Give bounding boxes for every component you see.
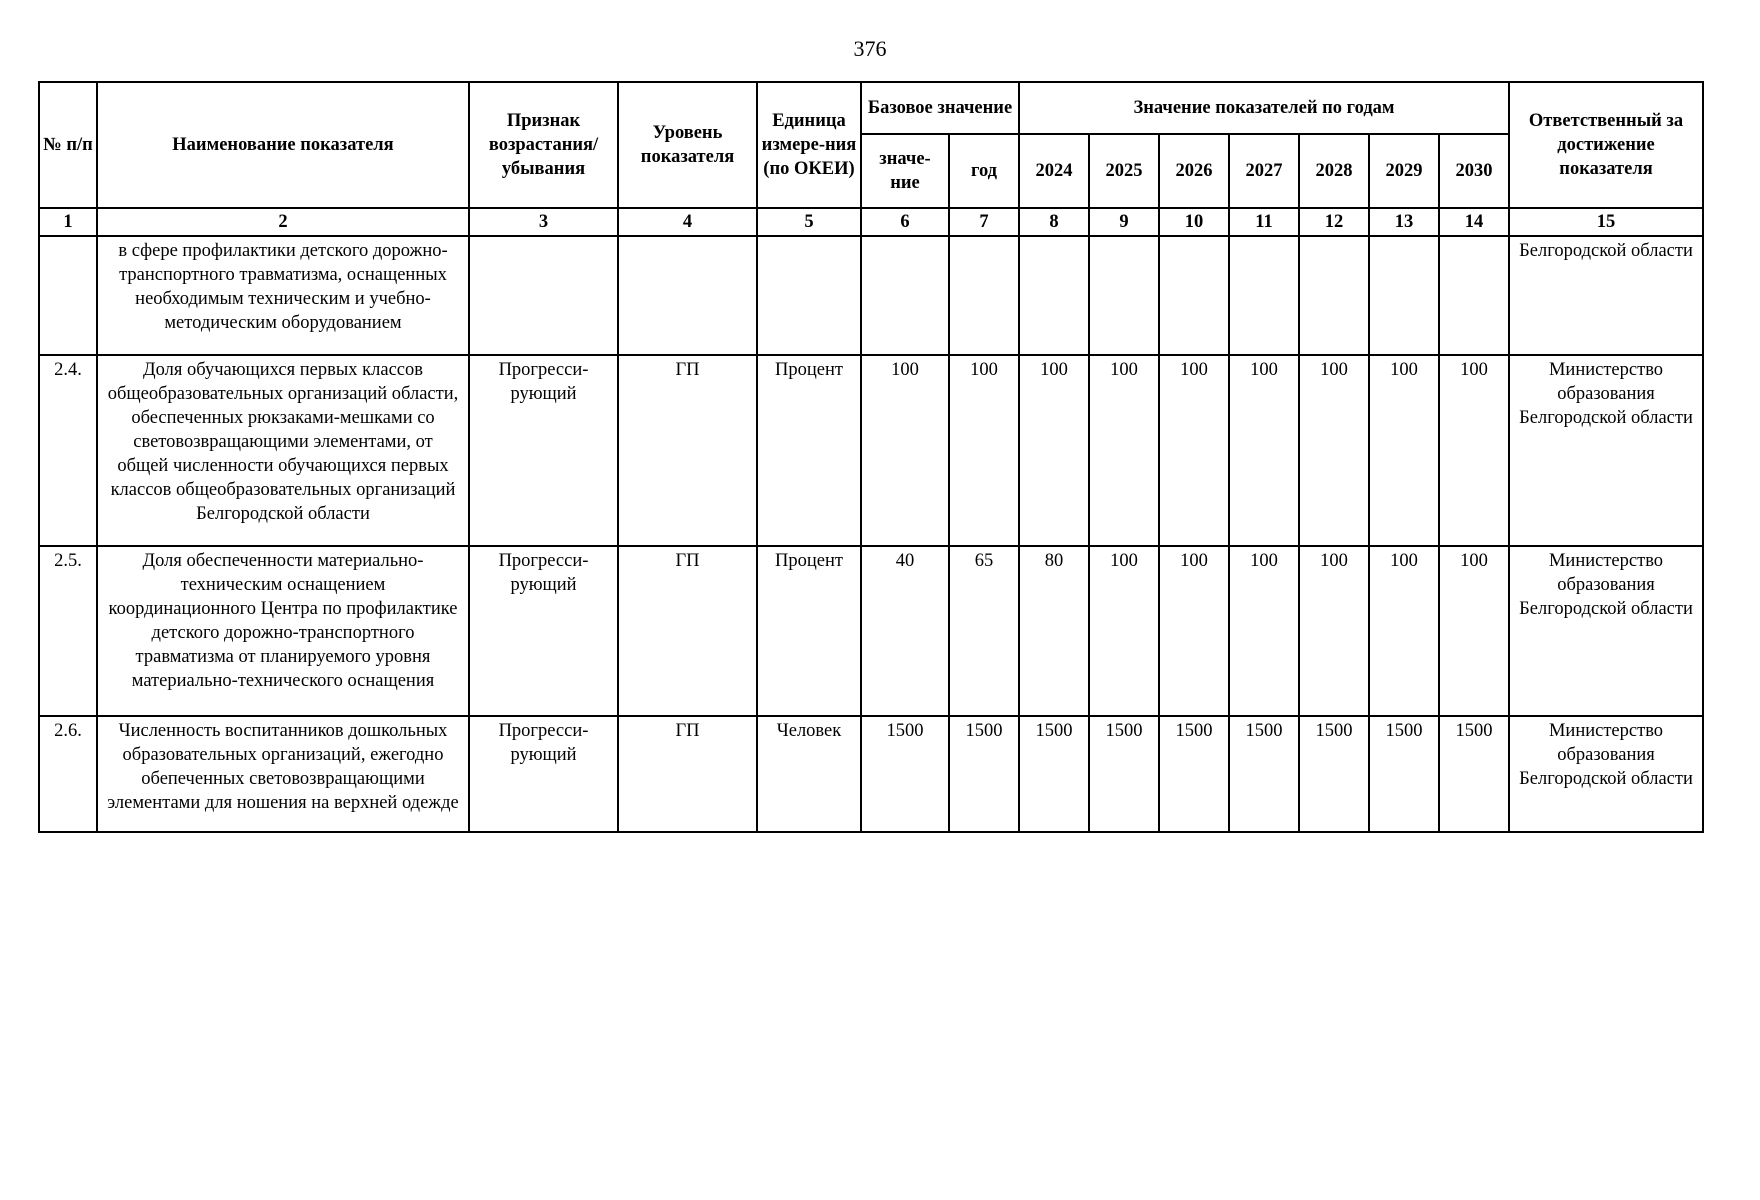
- cell-level: ГП: [618, 546, 757, 716]
- column-number: 9: [1089, 208, 1159, 236]
- cell-sign: Прогресси-рующий: [469, 546, 618, 716]
- cell-sign: Прогресси-рующий: [469, 716, 618, 832]
- cell-level: [618, 236, 757, 355]
- cell-value: 100: [1369, 546, 1439, 716]
- cell-base-year: 100: [949, 355, 1019, 546]
- cell-value: [1439, 236, 1509, 355]
- table-row: [39, 546, 1703, 716]
- column-number: 2: [97, 208, 469, 236]
- cell-base-year: 1500: [949, 716, 1019, 832]
- cell-value: 1500: [1159, 716, 1229, 832]
- cell-value: 1500: [1229, 716, 1299, 832]
- cell-unit: Процент: [757, 355, 861, 546]
- column-number: 7: [949, 208, 1019, 236]
- cell-value: [1019, 236, 1089, 355]
- column-number: 5: [757, 208, 861, 236]
- cell-value: 100: [1229, 546, 1299, 716]
- cell-responsible: Белгородской области: [1509, 236, 1703, 355]
- column-number: 11: [1229, 208, 1299, 236]
- cell-level: ГП: [618, 355, 757, 546]
- header-base-value: значе-ние: [861, 134, 949, 208]
- cell-value: [1159, 236, 1229, 355]
- cell-value: 1500: [1089, 716, 1159, 832]
- header-year: 2030: [1439, 134, 1509, 208]
- cell-value: [1299, 236, 1369, 355]
- cell-value: 100: [1019, 355, 1089, 546]
- column-number: 6: [861, 208, 949, 236]
- cell-value: 100: [1369, 355, 1439, 546]
- cell-num: 2.4.: [39, 355, 97, 546]
- cell-responsible: Министерство образования Белгородской области: [1509, 355, 1703, 546]
- cell-value: 1500: [1369, 716, 1439, 832]
- table-row: [39, 716, 1703, 832]
- cell-value: 100: [1159, 546, 1229, 716]
- column-number: 15: [1509, 208, 1703, 236]
- cell-unit: Человек: [757, 716, 861, 832]
- column-number: 14: [1439, 208, 1509, 236]
- cell-base-value: 40: [861, 546, 949, 716]
- cell-num: 2.5.: [39, 546, 97, 716]
- cell-unit: Процент: [757, 546, 861, 716]
- header-base-year: год: [949, 134, 1019, 208]
- column-number: 8: [1019, 208, 1089, 236]
- cell-value: 100: [1089, 546, 1159, 716]
- cell-value: 1500: [1019, 716, 1089, 832]
- cell-base-value: 100: [861, 355, 949, 546]
- header-name: Наименование показателя: [97, 82, 469, 208]
- cell-base-value: [861, 236, 949, 355]
- cell-value: 100: [1439, 546, 1509, 716]
- cell-value: 100: [1159, 355, 1229, 546]
- header-unit: Единица измере-ния (по ОКЕИ): [757, 82, 861, 208]
- header-years-group: Значение показателей по годам: [1019, 82, 1509, 134]
- cell-sign: [469, 236, 618, 355]
- table-row-continuation: [39, 236, 1703, 355]
- cell-name: Численность воспитанников дошкольных образовательных организаций, ежегодно обепеченных световозвращающими элементами для ношения на верхней одежде: [97, 716, 469, 832]
- header-responsible: Ответственный за достижение показателя: [1509, 82, 1703, 208]
- header-level: Уровень показателя: [618, 82, 757, 208]
- column-number: 13: [1369, 208, 1439, 236]
- cell-sign: Прогресси-рующий: [469, 355, 618, 546]
- cell-responsible: Министерство образования Белгородской области: [1509, 716, 1703, 832]
- header-sign: Признак возрастания/ убывания: [469, 82, 618, 208]
- page-number: 376: [853, 36, 887, 61]
- cell-unit: [757, 236, 861, 355]
- cell-name: в сфере профилактики детского дорожно-транспортного травматизма, оснащенных необходимым техническим и учебно-методическим оборудованием: [97, 236, 469, 355]
- header-year: 2024: [1019, 134, 1089, 208]
- indicators-table: [38, 81, 1704, 833]
- cell-value: 80: [1019, 546, 1089, 716]
- column-number: 12: [1299, 208, 1369, 236]
- column-number: 4: [618, 208, 757, 236]
- cell-num: [39, 236, 97, 355]
- cell-value: [1229, 236, 1299, 355]
- cell-base-year: [949, 236, 1019, 355]
- cell-value: 100: [1299, 546, 1369, 716]
- cell-value: 100: [1439, 355, 1509, 546]
- cell-value: 100: [1229, 355, 1299, 546]
- cell-value: [1369, 236, 1439, 355]
- cell-base-year: 65: [949, 546, 1019, 716]
- cell-value: [1089, 236, 1159, 355]
- column-number: 3: [469, 208, 618, 236]
- header-year: 2027: [1229, 134, 1299, 208]
- header-num: № п/п: [39, 82, 97, 208]
- table-row: [39, 355, 1703, 546]
- cell-name: Доля обучающихся первых классов общеобразовательных организаций области, обеспеченных рюкзаками-мешками со световозвращающими элементами, от общей численности обучающихся первых классов общеобразовательных организаций Белгородской области: [97, 355, 469, 546]
- cell-level: ГП: [618, 716, 757, 832]
- cell-num: 2.6.: [39, 716, 97, 832]
- column-number: 10: [1159, 208, 1229, 236]
- cell-base-value: 1500: [861, 716, 949, 832]
- cell-value: 100: [1089, 355, 1159, 546]
- cell-responsible: Министерство образования Белгородской области: [1509, 546, 1703, 716]
- header-base: Базовое значение: [861, 82, 1019, 134]
- header-year: 2025: [1089, 134, 1159, 208]
- column-number: 1: [39, 208, 97, 236]
- header-year: 2029: [1369, 134, 1439, 208]
- cell-value: 100: [1299, 355, 1369, 546]
- header-year: 2028: [1299, 134, 1369, 208]
- cell-name: Доля обеспеченности материально-техническим оснащением координационного Центра по профилактике детского дорожно-транспортного травматизма от планируемого уровня материально-технического оснащения: [97, 546, 469, 716]
- header-year: 2026: [1159, 134, 1229, 208]
- cell-value: 1500: [1439, 716, 1509, 832]
- cell-value: 1500: [1299, 716, 1369, 832]
